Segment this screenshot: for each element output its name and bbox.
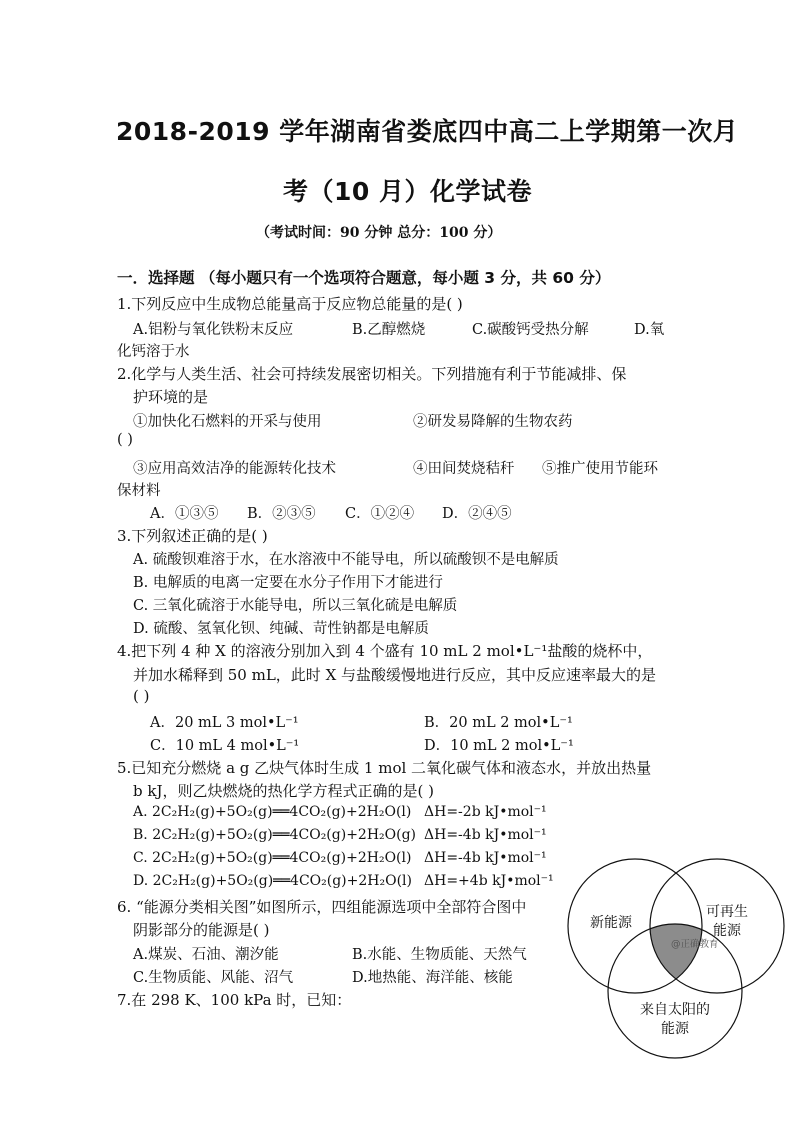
q2-item-1: ①加快化石燃料的开采与使用 <box>133 414 322 430</box>
q4-stem-line3: ( ) <box>133 687 150 705</box>
page-title-line2: 考（10 月）化学试卷 <box>283 177 532 206</box>
q2-item-4: ④田间焚烧秸秆 <box>413 461 515 477</box>
q3-option-a: A. 硫酸钡难溶于水，在水溶液中不能导电，所以硫酸钡不是电解质 <box>133 552 559 568</box>
q5-option-d-enthalpy: ΔH=+4b kJ•mol⁻¹ <box>424 873 554 889</box>
q2-item-2: ②研发易降解的生物农药 <box>413 414 573 430</box>
q6-stem-line1: 6. “能源分类相关图”如图所示，四组能源选项中全部符合图中 <box>117 898 527 916</box>
q4-option-c: C．10 mL 4 mol•L⁻¹ <box>150 738 300 754</box>
q5-stem-line1: 5.已知充分燃烧 a g 乙炔气体时生成 1 mol 二氧化碳气体和液态水，并放出热量 <box>117 759 652 777</box>
q4-option-a: A．20 mL 3 mol•L⁻¹ <box>150 715 299 731</box>
q2-item-5: ⑤推广使用节能环 <box>542 461 658 477</box>
q6-option-a: A.煤炭、石油、潮汐能 <box>133 947 279 963</box>
q2-stem-line2: 护环境的是 <box>133 388 209 406</box>
q6-option-c: C.生物质能、风能、沼气 <box>133 970 294 986</box>
q6-option-b: B.水能、生物质能、天然气 <box>352 947 527 963</box>
page-title-line1: 2018-2019 学年湖南省娄底四中高二上学期第一次月 <box>116 117 739 146</box>
q2-option-a: A．①③⑤ <box>150 506 219 522</box>
q3-stem: 3.下列叙述正确的是( ) <box>117 527 268 545</box>
q5-option-c-equation: C. 2C₂H₂(g)+5O₂(g)══4CO₂(g)+2H₂O(l) <box>133 850 412 866</box>
section-heading: 一．选择题 （每小题只有一个选项符合题意，每小题 3 分，共 60 分） <box>117 269 611 287</box>
q2-item-5-wrap: 保材料 <box>117 483 161 499</box>
q1-option-c: C.碳酸钙受热分解 <box>472 322 589 338</box>
q1-option-d: D.氧 <box>634 322 665 338</box>
q2-option-c: C．①②④ <box>345 506 415 522</box>
q4-option-b: B．20 mL 2 mol•L⁻¹ <box>424 715 573 731</box>
venn-label-solar-line2: 能源 <box>661 1021 689 1037</box>
q1-stem: 1.下列反应中生成物总能量高于反应物总能量的是( ) <box>117 295 463 313</box>
venn-label-solar-line1: 来自太阳的 <box>640 1002 710 1018</box>
q2-option-b: B．②③⑤ <box>247 506 316 522</box>
q2-item-3: ③应用高效洁净的能源转化技术 <box>133 461 336 477</box>
q6-stem-line2: 阴影部分的能源是( ) <box>133 921 270 939</box>
q5-option-b-equation: B. 2C₂H₂(g)+5O₂(g)══4CO₂(g)+2H₂O(g) <box>133 827 417 843</box>
q1-option-a: A.铝粉与氧化铁粉末反应 <box>133 322 294 338</box>
q1-option-b: B.乙醇燃烧 <box>352 322 426 338</box>
venn-label-new-energy: 新能源 <box>590 915 632 931</box>
q2-answer-paren: ( ) <box>117 432 133 448</box>
q4-option-d: D．10 mL 2 mol•L⁻¹ <box>424 738 574 754</box>
q5-option-a-enthalpy: ΔH=-2b kJ•mol⁻¹ <box>424 804 547 820</box>
q5-option-c-enthalpy: ΔH=-4b kJ•mol⁻¹ <box>424 850 547 866</box>
q4-stem-line2: 并加水稀释到 50 mL，此时 X 与盐酸缓慢地进行反应，其中反应速率最大的是 <box>133 666 657 684</box>
exam-info: （考试时间：90 分钟 总分：100 分） <box>256 225 502 241</box>
q5-option-b-enthalpy: ΔH=-4b kJ•mol⁻¹ <box>424 827 547 843</box>
q4-stem-line1: 4.把下列 4 种 X 的溶液分别加入到 4 个盛有 10 mL 2 mol•L⁻¹盐酸的烧杯中， <box>117 642 653 660</box>
q3-option-b: B. 电解质的电离一定要在水分子作用下才能进行 <box>133 575 443 591</box>
q7-stem: 7.在 298 K、100 kPa 时，已知： <box>117 991 352 1009</box>
venn-label-renewable-line2: 能源 <box>713 923 741 939</box>
q1-option-d-wrap: 化钙溶于水 <box>117 344 190 360</box>
q3-option-c: C. 三氧化硫溶于水能导电，所以三氧化硫是电解质 <box>133 598 458 614</box>
venn-label-renewable-line1: 可再生 <box>706 904 748 920</box>
q2-stem-line1: 2.化学与人类生活、社会可持续发展密切相关。下列措施有利于节能减排、保 <box>117 365 627 383</box>
watermark: @正确教育 <box>671 939 719 950</box>
q3-option-d: D. 硫酸、氢氧化钡、纯碱、苛性钠都是电解质 <box>133 621 429 637</box>
q6-option-d: D.地热能、海洋能、核能 <box>352 970 513 986</box>
q2-option-d: D．②④⑤ <box>442 506 512 522</box>
q5-option-d-equation: D. 2C₂H₂(g)+5O₂(g)══4CO₂(g)+2H₂O(l) <box>133 873 412 889</box>
q5-stem-line2: b kJ，则乙炔燃烧的热化学方程式正确的是( ) <box>133 782 434 800</box>
q5-option-a-equation: A. 2C₂H₂(g)+5O₂(g)══4CO₂(g)+2H₂O(l) <box>133 804 412 820</box>
